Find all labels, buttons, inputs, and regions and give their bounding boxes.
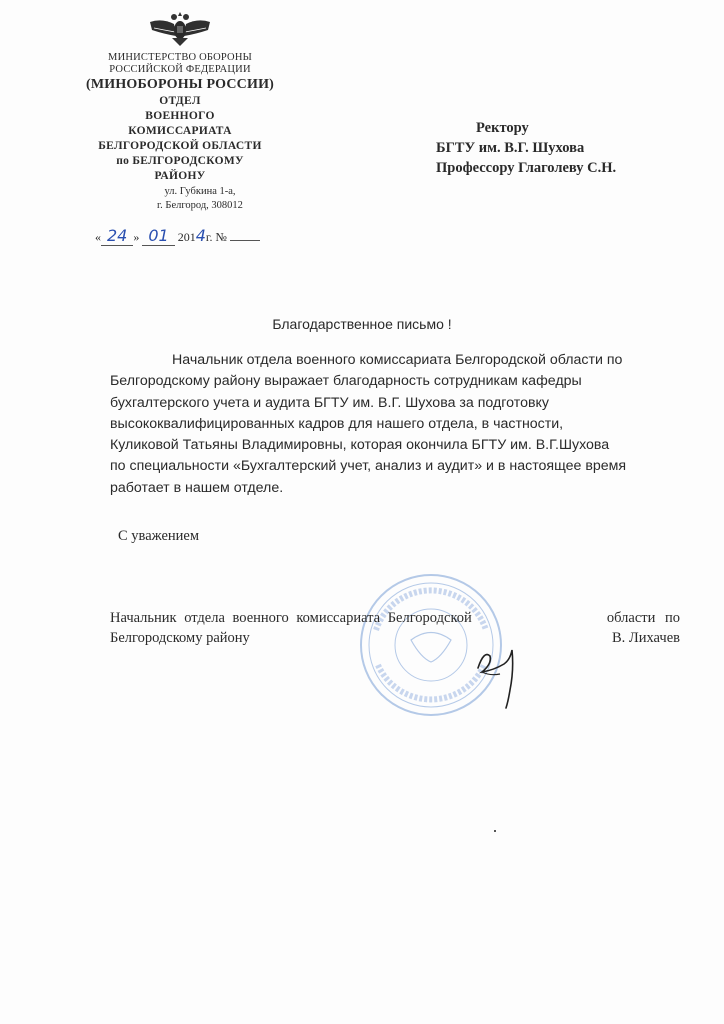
letter-title: Благодарственное письмо !: [272, 316, 452, 332]
body-line: высококвалифицированных кадров для нашего отдела, в частности,: [110, 415, 564, 432]
address-line-2: г. Белгород, 308012: [157, 200, 243, 211]
signer-position-row: [110, 608, 680, 628]
date-year-mark: г. №: [205, 230, 227, 244]
signer-position-line-2: Белгородскому району: [110, 630, 250, 646]
date-month: 01: [142, 226, 174, 246]
date-year-suffix: 4: [195, 226, 206, 245]
addressee-line-2: БГТУ им. В.Г. Шухова: [436, 140, 585, 156]
date-open-quote: «: [95, 230, 101, 244]
signer-position-line-1-end: области по: [606, 610, 680, 626]
department-line: БЕЛГОРОДСКОЙ ОБЛАСТИ: [98, 140, 262, 152]
signer-position-line-1: Начальник отдела военного комиссариата Белгородской: [110, 610, 472, 626]
outgoing-date-number: [95, 226, 260, 245]
body-line: работает в нашем отделе.: [110, 479, 284, 496]
addressee-block: [436, 118, 616, 178]
document-number-blank: [230, 240, 260, 241]
addressee-line-3: Профессору Глаголеву С.Н.: [436, 160, 617, 176]
body-line: Куликовой Татьяны Владимировны, которая окончила БГТУ им. В.Г.Шухова: [110, 437, 610, 454]
body-line: Белгородскому району выражает благодарность сотрудникам кафедры: [110, 373, 582, 390]
date-day: 24: [101, 226, 133, 246]
letterhead: [70, 52, 290, 212]
addressee-line-1: Ректору: [476, 120, 529, 136]
department-line: по БЕЛГОРОДСКОМУ: [116, 155, 244, 167]
date-close-quote: »: [133, 230, 140, 244]
signature-block: [110, 608, 680, 648]
body-line: по специальности «Бухгалтерский учет, анализ и аудит» и в настоящее время: [110, 458, 627, 475]
department-line: КОМИССАРИАТА: [128, 125, 232, 137]
department-line: РАЙОНУ: [154, 170, 206, 182]
department-line: ОТДЕЛ: [159, 95, 201, 107]
body-line: Начальник отдела военного комиссариата Белгородской области по: [172, 352, 623, 368]
scan-speck: [494, 830, 496, 832]
signer-name: В. Лихачев: [611, 630, 680, 646]
date-year-prefix: 201: [177, 230, 196, 244]
department-line: ВОЕННОГО: [145, 110, 215, 122]
ministry-line-2: РОССИЙСКОЙ ФЕДЕРАЦИИ: [109, 64, 251, 75]
letter-body: [110, 350, 680, 499]
ministry-short-name: (МИНОБОРОНЫ РОССИИ): [85, 77, 275, 92]
department-name: [70, 94, 290, 184]
regards-closing: С уважением: [118, 528, 200, 544]
ministry-line-1: МИНИСТЕРСТВО ОБОРОНЫ: [108, 52, 252, 63]
double-headed-eagle-icon: [148, 8, 212, 48]
signer-name-row: [110, 628, 680, 648]
body-line: бухгалтерского учета и аудита БГТУ им. В.Г. Шухова за подготовку: [110, 394, 549, 411]
address-line-1: ул. Губкина 1-а,: [164, 186, 236, 197]
